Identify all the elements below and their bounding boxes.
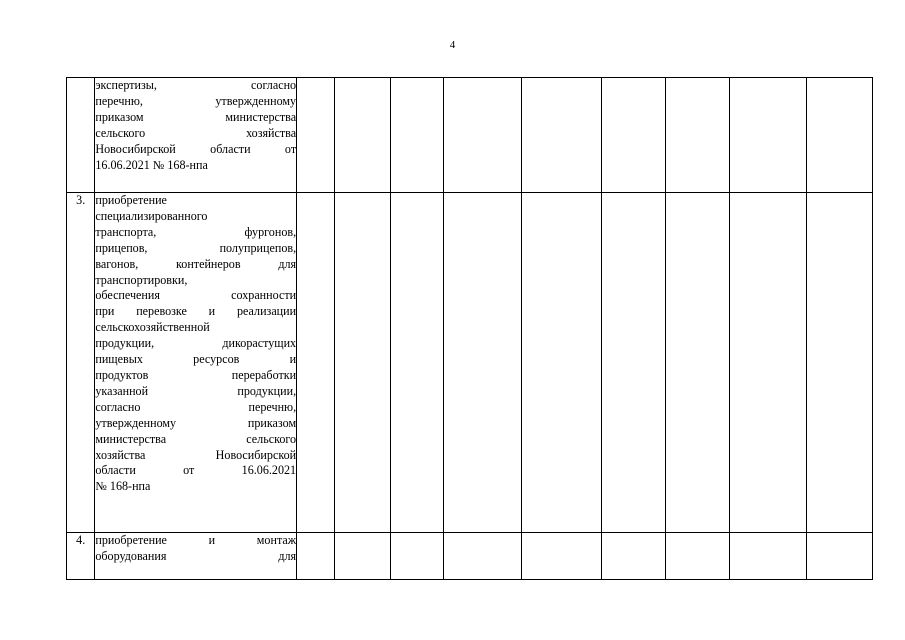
description-line: обеспечения сохранности [95, 288, 297, 303]
empty-cell [730, 78, 807, 193]
description-line: Новосибирской области от [95, 141, 297, 156]
empty-cell [444, 193, 522, 533]
description-line: приобретение и монтаж [95, 533, 297, 547]
description-line: экспертизы, согласно [95, 78, 297, 92]
description-line: сельского хозяйства [95, 125, 297, 140]
empty-cell [601, 533, 665, 580]
description-line: оборудования для [95, 548, 297, 563]
empty-cell [665, 193, 729, 533]
table-row [67, 78, 873, 193]
empty-cell [730, 533, 807, 580]
empty-cell [601, 78, 665, 193]
description-line: продукции, дикорастущих [95, 336, 297, 351]
description-line: при перевозке и реализации [95, 304, 297, 319]
table-row [67, 193, 873, 533]
empty-cell [297, 78, 335, 193]
description-line: транспорта, фургонов, [95, 224, 297, 239]
empty-cell [521, 533, 601, 580]
description-line: приказом министерства [95, 109, 297, 124]
empty-cell [334, 78, 390, 193]
description-line: продуктов переработки [95, 367, 297, 382]
empty-cell [521, 193, 601, 533]
empty-cell [730, 193, 807, 533]
description-line: специализированного [95, 208, 208, 223]
empty-cell [297, 193, 335, 533]
row-number: 4. [67, 533, 95, 580]
description-line: приобретение [95, 193, 167, 207]
description-line: № 168-нпа [95, 479, 151, 494]
empty-cell [444, 533, 522, 580]
description-line: указанной продукции, [95, 383, 297, 398]
description-line: прицепов, полуприцепов, [95, 240, 297, 255]
empty-cell [390, 78, 444, 193]
description-line: области от 16.06.2021 [95, 463, 297, 478]
empty-cell [601, 193, 665, 533]
document-table [66, 77, 873, 580]
description-line: вагонов, контейнеров для [95, 256, 297, 271]
description-line: пищевых ресурсов и [95, 352, 297, 367]
empty-cell [665, 78, 729, 193]
description-line: утвержденному приказом [95, 415, 297, 430]
empty-cell [444, 78, 522, 193]
description-line: сельскохозяйственной [95, 320, 210, 335]
table-row [67, 533, 873, 580]
empty-cell [390, 533, 444, 580]
description-line: согласно перечню, [95, 399, 297, 414]
empty-cell [390, 193, 444, 533]
row-description [95, 533, 297, 580]
empty-cell [806, 533, 872, 580]
empty-cell [334, 533, 390, 580]
description-line: министерства сельского [95, 431, 297, 446]
description-line: 16.06.2021 № 168-нпа [95, 157, 208, 172]
empty-cell [297, 533, 335, 580]
row-description [95, 193, 297, 533]
row-number: 3. [67, 193, 95, 533]
description-line: транспортировки, [95, 272, 188, 287]
empty-cell [334, 193, 390, 533]
description-line: хозяйства Новосибирской [95, 447, 297, 462]
empty-cell [806, 193, 872, 533]
page-number: 4 [449, 39, 456, 51]
empty-cell [521, 78, 601, 193]
description-line: перечню, утвержденному [95, 93, 297, 108]
row-description [95, 78, 297, 193]
empty-cell [665, 533, 729, 580]
row-number [67, 78, 95, 193]
empty-cell [806, 78, 872, 193]
